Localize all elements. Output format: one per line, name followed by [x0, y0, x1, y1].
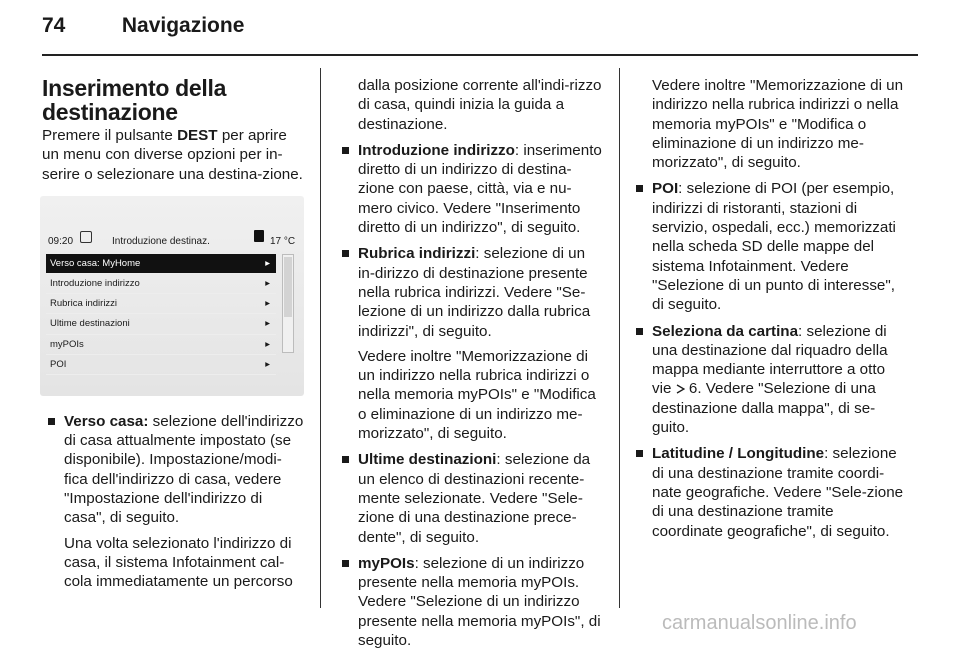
bullet-icon: [342, 147, 349, 154]
item-term: Latitudine / Longitudine: [652, 445, 825, 463]
item-subparagraph: Vedere inoltre "Memorizzazione di un indirizzo nella rubrica indirizzi o nella memoria myPOIs" e "Modifica o eliminazione di un indirizzo me-morizzato", di seguito.: [358, 347, 596, 443]
menu-scrollbar[interactable]: [282, 254, 294, 353]
chevron-right-icon: ▸: [265, 338, 270, 350]
item-term: Seleziona da cartina: [652, 322, 799, 340]
page-reference-arrow-icon: [676, 384, 685, 394]
list-item: [340, 141, 606, 237]
item-term: Rubrica indirizzi: [358, 245, 476, 263]
menu-item-introduzione-indirizzo[interactable]: Introduzione indirizzo ▸: [46, 274, 276, 294]
infotainment-screenshot: [40, 196, 304, 396]
screen-temperature: 17 °C: [270, 235, 296, 247]
item-subparagraph: Una volta selezionato l'indirizzo di casa, il sistema Infotainment cal-cola immediatamente un percorso: [64, 534, 293, 591]
menu-item-rubrica-indirizzi[interactable]: Rubrica indirizzi ▸: [46, 294, 276, 314]
page-number: 74: [42, 14, 66, 37]
scrollbar-thumb[interactable]: [284, 257, 292, 317]
column-3: [634, 76, 906, 541]
bullet-icon: [342, 250, 349, 257]
list-item: [340, 554, 606, 650]
section-heading: Inserimento della destinazione: [42, 75, 227, 125]
item-text: : selezione di POI (per esempio, indirizzi di ristoranti, stazioni di servizio, ospedali, ecc.) memorizzati nella scheda SD delle mappe del sistema Infotainment. Vedere "Selezione di un punto di interesse", di seguito.: [652, 180, 896, 314]
screen-title: Introduzione destinaz.: [112, 235, 210, 247]
item-text: : inserimento diretto di un indirizzo di destina-zione con paese, città, via e nu-mero civico. Vedere "Inserimento diretto di un indirizzo", di seguito.: [358, 141, 602, 237]
fuel-icon: [254, 230, 264, 242]
list-item: [340, 450, 606, 546]
watermark: carmanualsonline.info: [662, 612, 857, 634]
continued-paragraph: Vedere inoltre "Memorizzazione di un indirizzo nella rubrica indirizzi o nella memoria myPOIs" e "Modifica o eliminazione di un indirizzo me-morizzato", di seguito.: [652, 77, 904, 172]
dest-button-label: DEST: [177, 127, 218, 144]
column-1: [42, 76, 304, 592]
item-text: : selezione di un indirizzo presente nella memoria myPOIs. Vedere "Selezione di un indirizzo presente nella memoria myPOIs", di seguito.: [358, 554, 601, 650]
menu-item-ultime-destinazioni[interactable]: Ultime destinazioni ▸: [46, 314, 276, 334]
item-text: : selezione da un elenco di destinazioni recente-mente selezionate. Vedere "Sele-zione di una destinazione prece-dente", di seguito.: [358, 451, 591, 546]
screen-clock: 09:20: [48, 235, 74, 247]
item-text: : selezione di una destinazione tramite coordi-nate geografiche. Vedere "Sele-zione di una destinazione tramite coordinate geografiche", di seguito.: [652, 445, 904, 540]
bullet-icon: [48, 418, 55, 425]
page-reference[interactable]: 6: [688, 380, 698, 398]
menu-item-verso-casa[interactable]: Verso casa: MyHome ▸: [46, 254, 276, 274]
list-item: [340, 244, 606, 443]
list-item: [42, 412, 304, 592]
menu-item-poi[interactable]: POI ▸: [46, 355, 276, 375]
item-term: POI: [652, 180, 679, 198]
bullet-icon: [636, 450, 643, 457]
item-term: Verso casa:: [64, 412, 149, 430]
menu-item-mypois[interactable]: myPOIs ▸: [46, 335, 276, 355]
bullet-icon: [342, 456, 349, 463]
section-title: Navigazione: [121, 14, 245, 37]
list-item: [634, 179, 906, 314]
item-term: Ultime destinazioni: [358, 451, 497, 469]
item-text: : selezione di un in-dirizzo di destinazione presente nella rubrica indirizzi. Vedere "Se-lezione di un indirizzo dalla rubrica indirizzi", di seguito.: [358, 245, 591, 340]
list-item: [634, 444, 906, 540]
bullet-icon: [636, 185, 643, 192]
bullet-icon: [342, 560, 349, 567]
destination-menu: [46, 254, 276, 375]
item-text: selezione dell'indirizzo di casa attualmente impostato (se disponibile). Impostazione/modi-fica dell'indirizzo di casa, vedere "Impostazione dell'indirizzo di casa", di seguito.: [64, 412, 304, 527]
column-divider: [320, 68, 321, 608]
chevron-right-icon: ▸: [265, 358, 270, 370]
list-item: Seleziona da cartina: selezione di una destinazione dal riquadro della mappa mediante interruttore a otto vie 6. Vedere "Selezione di una destinazione dalla mappa", di se-guito.: [634, 322, 906, 438]
header-rule: [42, 54, 918, 56]
chevron-right-icon: ▸: [265, 257, 270, 269]
page-header: [42, 14, 244, 38]
intro-paragraph: Premere il pulsante DEST per aprire un menu con diverse opzioni per in-serire o selezionare una destina-zione.: [42, 127, 303, 183]
item-term: Introduzione indirizzo: [358, 141, 515, 159]
column-2: [340, 76, 606, 650]
chevron-right-icon: ▸: [265, 278, 270, 290]
continued-paragraph: dalla posizione corrente all'indi-rizzo di casa, quindi inizia la guida a destinazione.: [358, 77, 602, 133]
bullet-icon: [636, 328, 643, 335]
item-text: : selezione di una destinazione dal riquadro della mappa mediante interruttore a otto vie: [652, 322, 888, 398]
item-term: myPOIs: [358, 554, 415, 572]
column-divider: [619, 68, 620, 608]
chevron-right-icon: ▸: [265, 298, 270, 310]
chevron-right-icon: ▸: [265, 318, 270, 330]
nav-icon: [80, 231, 92, 243]
